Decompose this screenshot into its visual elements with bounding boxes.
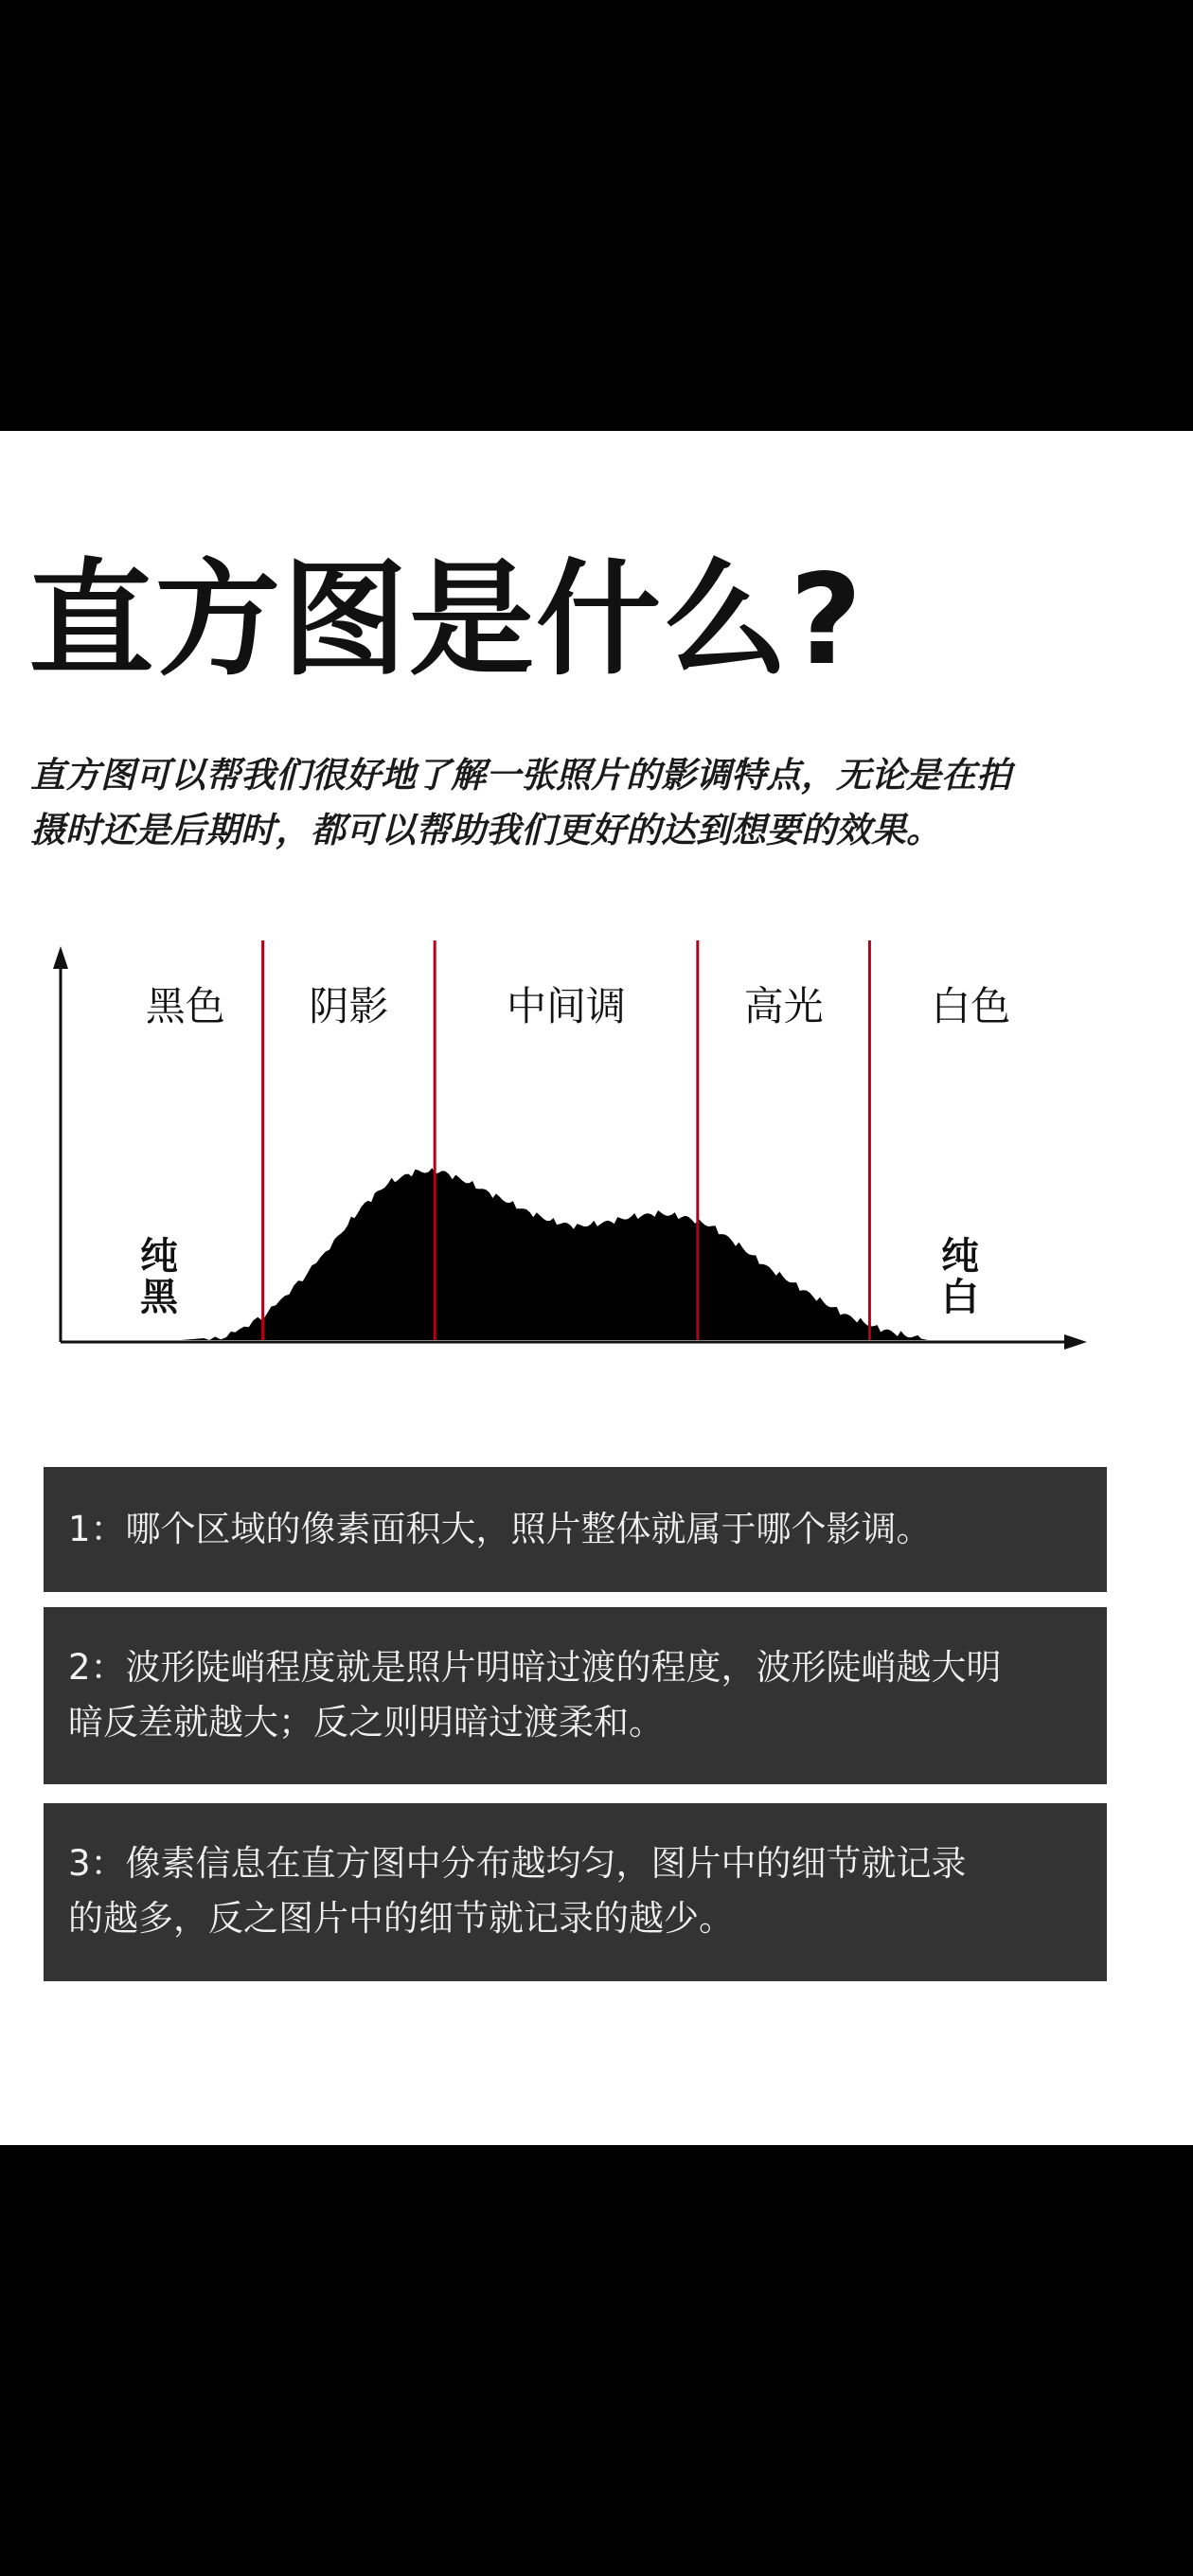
bottom-black-bar	[0, 2145, 1193, 2576]
histogram-diagram	[0, 933, 1193, 1425]
top-black-bar	[0, 0, 1193, 431]
zone-label: 阴影	[309, 983, 389, 1029]
note-card-2	[44, 1607, 1107, 1784]
histogram-fill-group	[118, 1168, 928, 1340]
article-card	[0, 431, 1193, 2145]
zone-label: 中间调	[506, 983, 627, 1029]
note-card-3	[44, 1803, 1107, 1981]
note-card-1	[44, 1467, 1107, 1592]
y-axis-arrow-icon	[53, 946, 68, 969]
note-line: 3：像素信息在直方图中分布越均匀，图片中的细节就记录	[68, 1843, 967, 1884]
right-end-label	[941, 1235, 979, 1319]
histogram-area	[118, 1168, 928, 1340]
page-title: 直方图是什么?	[28, 547, 864, 693]
left-end-char: 黑	[140, 1276, 178, 1319]
intro-paragraph	[30, 748, 1166, 858]
left-end-label	[140, 1235, 179, 1319]
note-line: 的越多，反之图片中的细节就记录的越少。	[68, 1898, 734, 1939]
zone-label: 黑色	[145, 983, 225, 1029]
right-end-char: 白	[941, 1276, 979, 1319]
note-line: 暗反差就越大；反之则明暗过渡柔和。	[68, 1702, 664, 1743]
x-axis-arrow-icon	[1064, 1334, 1087, 1350]
note-line: 2：波形陡峭程度就是照片明暗过渡的程度，波形陡峭越大明	[68, 1647, 1002, 1688]
note-line: 1：哪个区域的像素面积大，照片整体就属于哪个影调。	[68, 1509, 932, 1549]
intro-line: 摄时还是后期时，都可以帮助我们更好的达到想要的效果。	[30, 810, 941, 850]
zone-label: 高光	[743, 983, 824, 1029]
histogram-svg	[0, 933, 1193, 1425]
intro-line: 直方图可以帮我们很好地了解一张照片的影调特点，无论是在拍	[30, 755, 1011, 796]
zone-label-group	[146, 983, 1010, 1029]
left-end-char: 纯	[140, 1235, 178, 1279]
zone-label: 白色	[931, 983, 1011, 1029]
right-end-char: 纯	[941, 1235, 979, 1279]
